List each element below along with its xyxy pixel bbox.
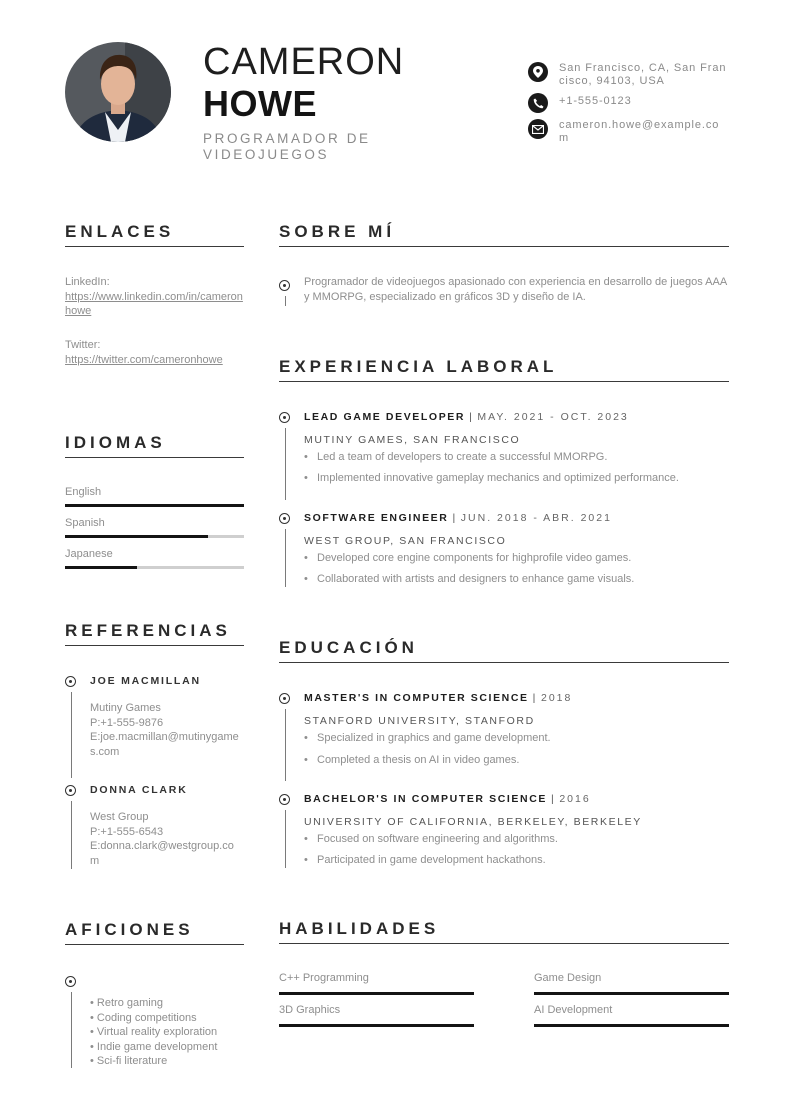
education-rule bbox=[279, 662, 729, 663]
education-date: 2016 bbox=[559, 793, 591, 805]
links-rule bbox=[65, 246, 244, 247]
timeline-line bbox=[285, 296, 286, 306]
language-level-track bbox=[65, 535, 244, 538]
about-text: Programador de videojuegos apasionado con experiencia en desarrollo de juegos AAA y MMORPG, especializado en gráficos 3D y diseño de IA. bbox=[304, 276, 727, 303]
timeline-line bbox=[285, 709, 286, 781]
timeline-dot bbox=[279, 412, 290, 423]
timeline-line bbox=[285, 810, 286, 868]
timeline-dot bbox=[279, 693, 290, 704]
profile-photo bbox=[65, 42, 171, 142]
education-header bbox=[304, 692, 572, 704]
bullet-text: Collaborated with artists and designers to enhance game visuals. bbox=[317, 573, 635, 585]
bullet-dot: • bbox=[304, 732, 308, 744]
job-bullet bbox=[304, 573, 634, 585]
bullet-text: Implemented innovative gameplay mechanics and optimized performance. bbox=[317, 472, 679, 484]
bullet-dot: • bbox=[304, 472, 308, 484]
contact-address bbox=[528, 62, 728, 87]
reference-email: E:donna.clark@westgroup.com bbox=[90, 840, 234, 867]
hobby-list bbox=[90, 996, 217, 1069]
education-bullet bbox=[304, 833, 558, 845]
degree: BACHELOR'S IN COMPUTER SCIENCE bbox=[304, 793, 548, 805]
separator: | bbox=[532, 692, 537, 704]
bullet-text: Developed core engine components for highprofile video games. bbox=[317, 552, 632, 564]
language-level-track bbox=[65, 504, 244, 507]
skills-rule bbox=[279, 943, 729, 944]
references-heading: REFERENCIAS bbox=[65, 621, 231, 640]
address-text: San Francisco, CA, San Francisco, 94103, USA bbox=[559, 62, 727, 87]
phone-text: +1-555-0123 bbox=[559, 95, 632, 107]
job-date: MAY. 2021 - OCT. 2023 bbox=[477, 411, 629, 423]
language-level-fill bbox=[65, 504, 244, 507]
skill-name: C++ Programming bbox=[279, 972, 369, 984]
hobby-item: • Indie game development bbox=[90, 1040, 218, 1053]
separator: | bbox=[452, 512, 457, 524]
skill-level-fill bbox=[534, 992, 729, 995]
link-twitter bbox=[65, 338, 243, 367]
reference-details bbox=[90, 701, 242, 759]
timeline-dot bbox=[65, 676, 76, 687]
skill-level-fill bbox=[534, 1024, 729, 1027]
language-level-track bbox=[65, 566, 244, 569]
location-pin-icon bbox=[528, 62, 548, 82]
skill-name: AI Development bbox=[534, 1004, 613, 1016]
reference-company: West Group bbox=[90, 811, 149, 823]
timeline-dot bbox=[65, 785, 76, 796]
skill-name: Game Design bbox=[534, 972, 602, 984]
link-linkedin bbox=[65, 275, 243, 319]
language-name: Spanish bbox=[65, 517, 105, 529]
reference-company: Mutiny Games bbox=[90, 702, 161, 714]
reference-email: E:joe.macmillan@mutinygames.com bbox=[90, 731, 239, 758]
hobby-item: • Virtual reality exploration bbox=[90, 1026, 218, 1038]
languages-rule bbox=[65, 457, 244, 458]
bullet-text: Completed a thesis on AI in video games. bbox=[317, 754, 520, 766]
envelope-icon bbox=[528, 119, 548, 139]
separator: | bbox=[469, 411, 474, 423]
job-title: PROGRAMADOR DE VIDEOJUEGOS bbox=[203, 131, 371, 162]
bullet-dot: • bbox=[304, 552, 308, 564]
education-bullet bbox=[304, 754, 519, 766]
bullet-dot: • bbox=[304, 451, 308, 463]
about-rule bbox=[279, 246, 729, 247]
language-name: Japanese bbox=[65, 548, 113, 560]
job-role: SOFTWARE ENGINEER bbox=[304, 512, 449, 524]
hobby-item: • Sci-fi literature bbox=[90, 1055, 168, 1067]
bullet-dot: • bbox=[304, 833, 308, 845]
education-heading: EDUCACIÓN bbox=[279, 638, 418, 657]
job-bullet bbox=[304, 472, 679, 484]
hobbies-rule bbox=[65, 944, 244, 945]
timeline-dot bbox=[279, 794, 290, 805]
hobby-item: • Retro gaming bbox=[90, 997, 163, 1009]
education-bullet bbox=[304, 854, 546, 866]
job-bullet bbox=[304, 451, 607, 463]
contact-phone bbox=[528, 93, 728, 113]
skill-name: 3D Graphics bbox=[279, 1004, 341, 1016]
reference-phone: P:+1-555-6543 bbox=[90, 825, 164, 838]
skill-level-track bbox=[279, 1024, 474, 1027]
reference-name: DONNA CLARK bbox=[90, 784, 188, 796]
language-level-fill bbox=[65, 566, 137, 569]
separator: | bbox=[551, 793, 556, 805]
skill-level-fill bbox=[279, 992, 474, 995]
timeline-line bbox=[71, 692, 72, 778]
job-date: JUN. 2018 - ABR. 2021 bbox=[460, 512, 612, 524]
reference-name: JOE MACMILLAN bbox=[90, 675, 201, 687]
linkedin-label: LinkedIn: bbox=[65, 276, 110, 288]
first-name: CAMERON bbox=[203, 41, 405, 83]
bullet-text: Participated in game development hackathons. bbox=[317, 854, 546, 866]
job-company: MUTINY GAMES, SAN FRANCISCO bbox=[304, 434, 521, 446]
school: UNIVERSITY OF CALIFORNIA, BERKELEY, BERKELEY bbox=[304, 816, 642, 828]
last-name: HOWE bbox=[203, 83, 317, 124]
about-heading: SOBRE MÍ bbox=[279, 222, 396, 241]
twitter-label: Twitter: bbox=[65, 339, 101, 351]
bullet-dot: • bbox=[304, 754, 308, 766]
education-date: 2018 bbox=[540, 692, 573, 704]
links-heading: ENLACES bbox=[65, 222, 175, 241]
reference-details bbox=[90, 810, 242, 868]
hobby-item: • Coding competitions bbox=[90, 1011, 197, 1024]
school: STANFORD UNIVERSITY, STANFORD bbox=[304, 715, 535, 727]
experience-heading: EXPERIENCIA LABORAL bbox=[279, 357, 558, 376]
linkedin-url[interactable]: https://www.linkedin.com/in/cameronhowe bbox=[65, 290, 243, 317]
timeline-line bbox=[71, 801, 72, 869]
timeline-line bbox=[285, 529, 286, 587]
references-rule bbox=[65, 645, 244, 646]
education-bullet bbox=[304, 732, 551, 744]
phone-icon bbox=[528, 93, 548, 113]
bullet-text: Led a team of developers to create a successful MMORPG. bbox=[317, 451, 608, 463]
email-text: cameron.howe@example.com bbox=[559, 119, 720, 144]
job-header bbox=[304, 512, 612, 524]
reference-phone: P:+1-555-9876 bbox=[90, 716, 164, 729]
bullet-text: Specialized in graphics and game development. bbox=[317, 732, 551, 744]
timeline-dot bbox=[65, 976, 76, 987]
skills-heading: HABILIDADES bbox=[279, 919, 440, 938]
timeline-line bbox=[285, 428, 286, 500]
job-header bbox=[304, 411, 629, 423]
twitter-url[interactable]: https://twitter.com/cameronhowe bbox=[65, 353, 223, 366]
bullet-dot: • bbox=[304, 854, 308, 866]
language-name: English bbox=[65, 486, 102, 498]
skill-level-track bbox=[534, 992, 729, 995]
job-bullet bbox=[304, 552, 631, 564]
job-role: LEAD GAME DEVELOPER bbox=[304, 411, 466, 423]
bullet-text: Focused on software engineering and algorithms. bbox=[317, 833, 558, 845]
bullet-dot: • bbox=[304, 573, 308, 585]
timeline-line bbox=[71, 992, 72, 1068]
skill-level-track bbox=[534, 1024, 729, 1027]
hobbies-heading: AFICIONES bbox=[65, 920, 194, 939]
skill-level-track bbox=[279, 992, 474, 995]
languages-heading: IDIOMAS bbox=[65, 433, 166, 452]
job-company: WEST GROUP, SAN FRANCISCO bbox=[304, 535, 507, 547]
timeline-dot bbox=[279, 280, 290, 291]
skill-level-fill bbox=[279, 1024, 474, 1027]
language-level-fill bbox=[65, 535, 208, 538]
contact-email bbox=[528, 119, 728, 144]
timeline-dot bbox=[279, 513, 290, 524]
education-header bbox=[304, 793, 591, 805]
degree: MASTER'S IN COMPUTER SCIENCE bbox=[304, 692, 529, 704]
experience-rule bbox=[279, 381, 729, 382]
